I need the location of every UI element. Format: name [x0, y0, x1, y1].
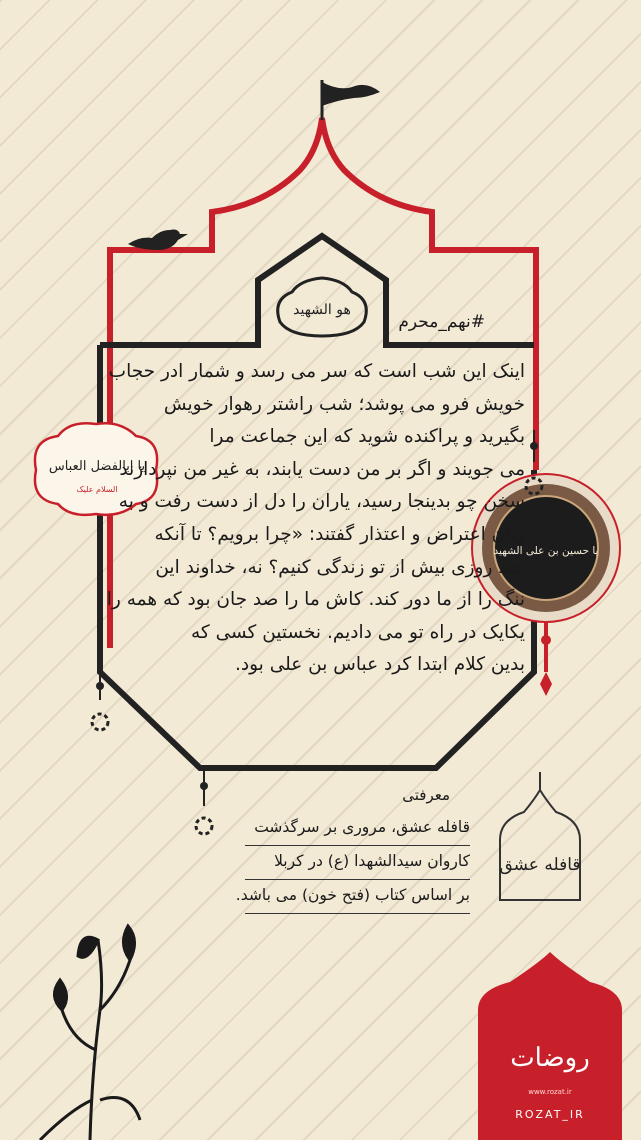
main-text-line: سخن چو بدینجا رسید، یاران را دل از دست رفت و به: [118, 491, 525, 513]
bottom-ornament: [196, 770, 212, 834]
intro-text: [235, 812, 470, 914]
flag-icon: [322, 82, 380, 106]
main-text-line: چند روزی بیش از تو زندگی کنیم؟ نه، خداوند این: [155, 556, 525, 578]
qafele-eshgh-logo: [499, 772, 580, 900]
logo-calligraphy-text: قافله عشق: [499, 855, 581, 875]
right-seal-text: یا حسین بن علی الشهید: [493, 545, 599, 557]
plant-illustration: [40, 926, 140, 1140]
left-seal-small-text: السلام علیک: [76, 485, 118, 494]
main-text-line: بدین کلام ابتدا کرد عباس بن علی بود.: [234, 654, 525, 676]
main-text-line: خویش فرو می پوشد؛ شب راشتر رهوار خویش: [163, 393, 525, 415]
intro-title: معرفتی: [402, 786, 450, 804]
intro-text-line: قافله عشق، مروری بر سرگذشت: [245, 812, 470, 846]
right-ornament-bottom: [540, 622, 552, 696]
main-text: [106, 356, 525, 682]
intro-text-line: کاروان سیدالشهدا (ع) در کربلا: [245, 846, 470, 880]
bird-icon: [128, 230, 188, 251]
rozat-site: www.rozat.ir: [528, 1088, 572, 1096]
top-emblem-text: هو الشهید: [293, 302, 351, 318]
rozat-logo-text: روضات: [510, 1043, 590, 1073]
rozat-handle: ROZAT_IR: [515, 1108, 585, 1121]
hashtag-label: #نهم_محرم: [398, 312, 485, 332]
left-seal-text: یا ابالفضل العباس: [48, 459, 146, 474]
main-text-line: بگیرید و پراکنده شوید که این جماعت مرا: [209, 426, 525, 448]
main-text-line: زبان اعتراض و اعتذار گفتند: «چرا برویم؟ تا آنکه: [154, 523, 525, 545]
main-text-line: می جویند و اگر بر من دست یابند، به غیر من نپردازند: [119, 458, 525, 480]
main-text-line: یکایک در راه تو می دادیم. نخستین کسی که: [191, 621, 525, 643]
intro-text-line: بر اساس کتاب (فتح خون) می باشد.: [245, 880, 470, 914]
main-text-line: اینک این شب است که سر می رسد و شمار ادر حجاب: [108, 361, 525, 382]
main-text-line: ننگ را از ما دور کند. کاش ما را صد جان بود که همه را: [106, 589, 525, 611]
